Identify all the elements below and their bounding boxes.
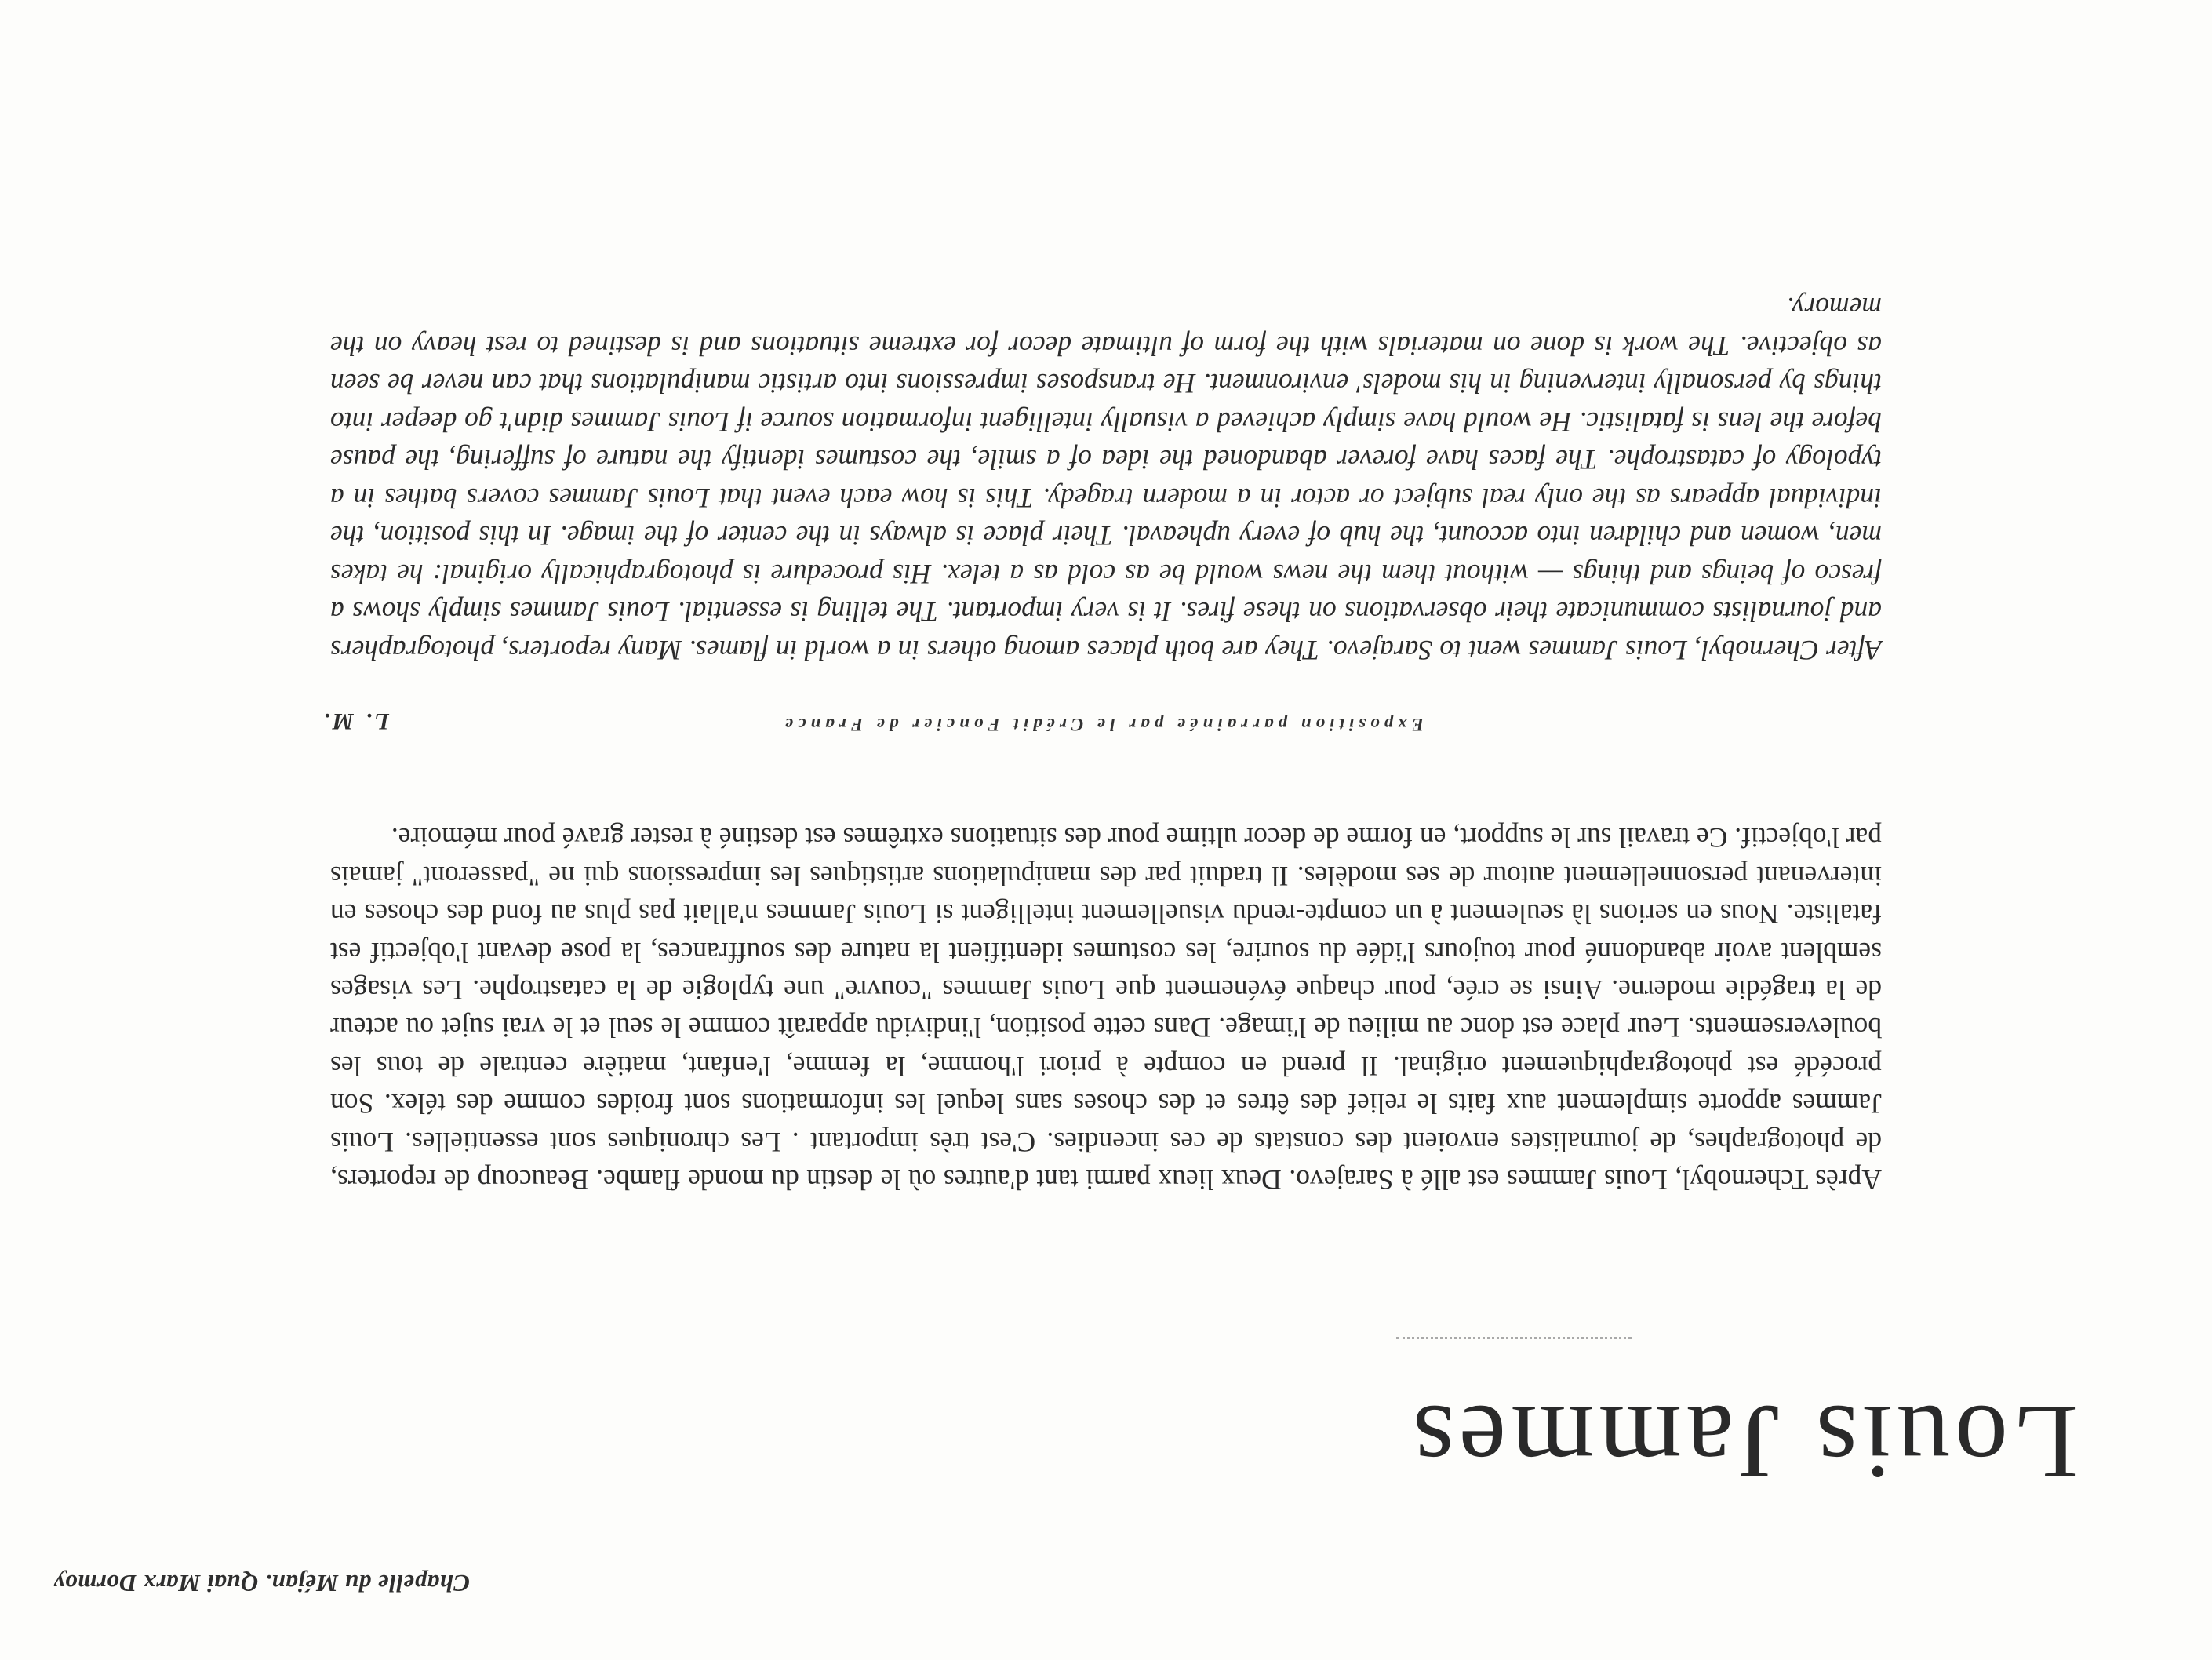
french-paragraph (330, 819, 1882, 1199)
venue-caption: Chapelle du Méjan. Quai Marx Dormoy (53, 1570, 470, 1597)
sponsor-line: Exposition parrainée par le Crédit Foncier de France (780, 715, 1424, 734)
page-title: Louis Jammes (1408, 1383, 2078, 1501)
dotted-divider (1396, 1337, 1632, 1339)
author-initials: L. M. (320, 708, 389, 734)
english-paragraph (330, 289, 1882, 669)
french-text: Après Tchernobyl, Louis Jammes est allé à Sarajevo. Deux lieux parmi tant d'autres où le destin du monde flambe. Beaucoup de reporters, de photographes, de journalistes envoient des constats de ces incendies. C'est très important . Les chroniques sont essentielles. Louis Jammes apporte simplement aux faits le relief des êtres et des choses sans lequel les informations sont froides comme des télex. Son procédé est photographiquement original. Il prend en compte à priori l'homme, la femme, l'enfant, matière centrale de tous les bouleversements. Leur place est donc au milieu de l'image. Dans cette position, l'individu apparaît comme le seul et le vrai sujet ou acteur de la tragédie moderne. Ainsi se crée, pour chaque événement que Louis Jammes "couvre" une typlogie de la catastrophe. Les visages semblent avoir abandonné pour toujours l'idée du sourire, les costumes identifient la nature des souffrances, la pose devant l'objectif est fataliste. Nous en serions là seulement à un compte-rendu visuellement intelligent si Louis Jammes n'allait pas plus au fond des choses en intervenant personnellement autour de ses modèles. Il traduit par des manipulations artistiques les impressions qui ne "passeront" jamais par l'objectif. Ce travail sur le support, en forme de decor ultime pour des situations extrêmes est destiné à rester gravé pour mémoire. (330, 822, 1882, 1196)
english-text: After Chernobyl, Louis Jammes went to Sarajevo. They are both places among others in a world in flames. Many reporters, photographers and journalists communicate their observations on these fires. It is very important. The telling is essential. Louis Jammes simply shows a fresco of beings and things — without them the news would be as cold as a telex. His procedure is photographically original: he takes men, women and children into account, the hub of every upheaval. Their place is always in the center of the image. In this position, the individual appears as the only real subject or actor in a modern tragedy. This is how each event that Louis Jammes covers bathes in a typology of catastrophe. The faces have forever abandoned the idea of a smile, the costumes identify the nature of suffering, the pause before the lens is fatalistic. He would have simply achieved a visually intelligent information source if Louis Jammes didn't go deeper into things by personally intervening in his models' environment. He transposes impressions into artistic manipulations that can never be seen as objective. The work is done on materials with the form of ultimate decor for extreme situations and is destined to rest heavy on the memory. (330, 292, 1882, 666)
